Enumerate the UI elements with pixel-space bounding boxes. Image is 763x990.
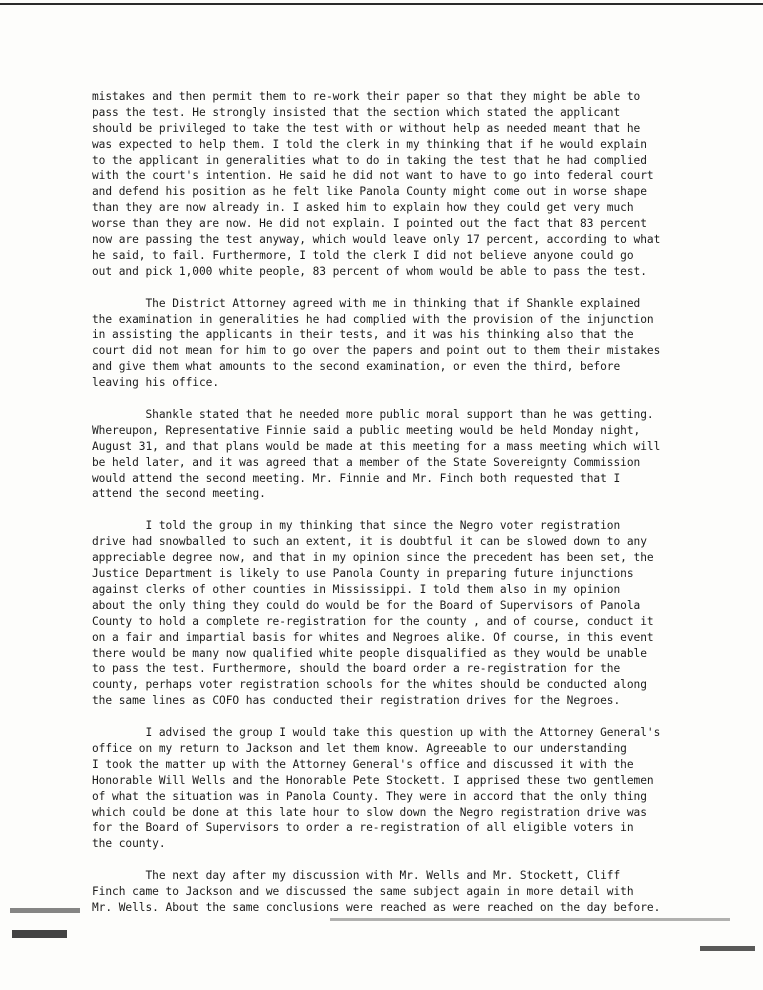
text-line: The next day after my discussion with Mr. Wells and Mr. Stockett, Cliff: [92, 869, 621, 883]
text-line: Honorable Will Wells and the Honorable Pete Stockett. I apprised these two gentlemen: [92, 773, 654, 787]
text-line: the county.: [92, 837, 166, 851]
paragraph-2: [92, 296, 742, 391]
text-line: the same lines as COFO has conducted their registration drives for the Negroes.: [92, 694, 621, 708]
text-line: and defend his position as he felt like Panola County might come out in worse shape: [92, 185, 647, 199]
text-line: about the only thing they could do would be for the Board of Supervisors of Panola: [92, 598, 641, 612]
scan-smudge: [12, 930, 67, 938]
text-line: county, perhaps voter registration schools for the whites should be conducted along: [92, 678, 647, 692]
text-line: Mr. Wells. About the same conclusions were reached as were reached on the day before.: [92, 900, 661, 914]
text-line: mistakes and then permit them to re-work their paper so that they might be able to: [92, 90, 641, 103]
text-line: I took the matter up with the Attorney General's office and discussed it with the: [92, 757, 634, 771]
text-line: he said, to fail. Furthermore, I told the clerk I did not believe anyone could go: [92, 248, 634, 262]
text-line: appreciable degree now, and that in my opinion since the precedent has been set, the: [92, 551, 654, 565]
text-line: there would be many now qualified white people disqualified as they would be unable: [92, 646, 647, 660]
text-line: was expected to help them. I told the clerk in my thinking that if he would explain: [92, 137, 647, 151]
scan-smudge: [700, 946, 755, 951]
text-line: The District Attorney agreed with me in thinking that if Shankle explained: [92, 296, 641, 310]
scan-smudge: [10, 908, 80, 913]
text-line: out and pick 1,000 white people, 83 percent of whom would be able to pass the test.: [92, 264, 647, 278]
text-line: than they are now already in. I asked him to explain how they could get very much: [92, 201, 634, 215]
text-line: and give them what amounts to the second examination, or even the third, before: [92, 360, 621, 374]
text-line: to the applicant in generalities what to do in taking the test that he had complied: [92, 153, 647, 167]
text-line: with the court's intention. He said he did not want to have to go into federal court: [92, 169, 654, 183]
text-line: which could be done at this late hour to slow down the Negro registration drive was: [92, 805, 647, 819]
text-line: Whereupon, Representative Finnie said a public meeting would be held Monday night,: [92, 423, 641, 437]
text-line: Finch came to Jackson and we discussed the same subject again in more detail with: [92, 885, 634, 899]
text-line: I advised the group I would take this question up with the Attorney General's: [92, 726, 661, 740]
text-line: leaving his office.: [92, 376, 220, 390]
text-line: attend the second meeting.: [92, 487, 266, 501]
text-line: be held later, and it was agreed that a member of the State Sovereignty Commission: [92, 455, 641, 469]
text-line: would attend the second meeting. Mr. Finnie and Mr. Finch both requested that I: [92, 471, 621, 485]
text-line: Shankle stated that he needed more public moral support than he was getting.: [92, 408, 654, 422]
text-line: drive had snowballed to such an extent, it is doubtful it can be slowed down to any: [92, 535, 647, 549]
text-line: worse than they are now. He did not explain. I pointed out the fact that 83 percent: [92, 217, 647, 231]
text-line: Justice Department is likely to use Panola County in preparing future injunctions: [92, 567, 634, 581]
text-line: the examination in generalities he had complied with the provision of the injunction: [92, 312, 654, 326]
text-line: County to hold a complete re-registration for the county , and of course, conduct it: [92, 614, 654, 628]
text-line: I told the group in my thinking that since the Negro voter registration: [92, 519, 621, 533]
text-line: pass the test. He strongly insisted that the section which stated the applicant: [92, 105, 621, 119]
document-body: [92, 89, 742, 916]
text-line: on a fair and impartial basis for whites and Negroes alike. Of course, in this event: [92, 630, 654, 644]
paragraph-4: [92, 518, 742, 709]
text-line: for the Board of Supervisors to order a re-registration of all eligible voters in: [92, 821, 634, 835]
text-line: August 31, and that plans would be made at this meeting for a mass meeting which will: [92, 439, 661, 453]
paragraph-3: [92, 407, 742, 502]
text-line: of what the situation was in Panola County. They were in accord that the only thing: [92, 789, 647, 803]
text-line: to pass the test. Furthermore, should the board order a re-registration for the: [92, 662, 621, 676]
scan-top-edge: [0, 3, 763, 5]
text-line: office on my return to Jackson and let them know. Agreeable to our understanding: [92, 741, 627, 755]
scan-smudge: [330, 918, 730, 921]
paragraph-6: [92, 868, 742, 916]
text-line: court did not mean for him to go over the papers and point out to them their mistakes: [92, 344, 661, 358]
text-line: should be privileged to take the test with or without help as needed meant that he: [92, 121, 641, 135]
paragraph-1: [92, 89, 742, 280]
paragraph-5: [92, 725, 742, 852]
text-line: in assisting the applicants in their tests, and it was his thinking also that the: [92, 328, 634, 342]
text-line: now are passing the test anyway, which would leave only 17 percent, according to what: [92, 233, 661, 247]
text-line: against clerks of other counties in Mississippi. I told them also in my opinion: [92, 582, 621, 596]
